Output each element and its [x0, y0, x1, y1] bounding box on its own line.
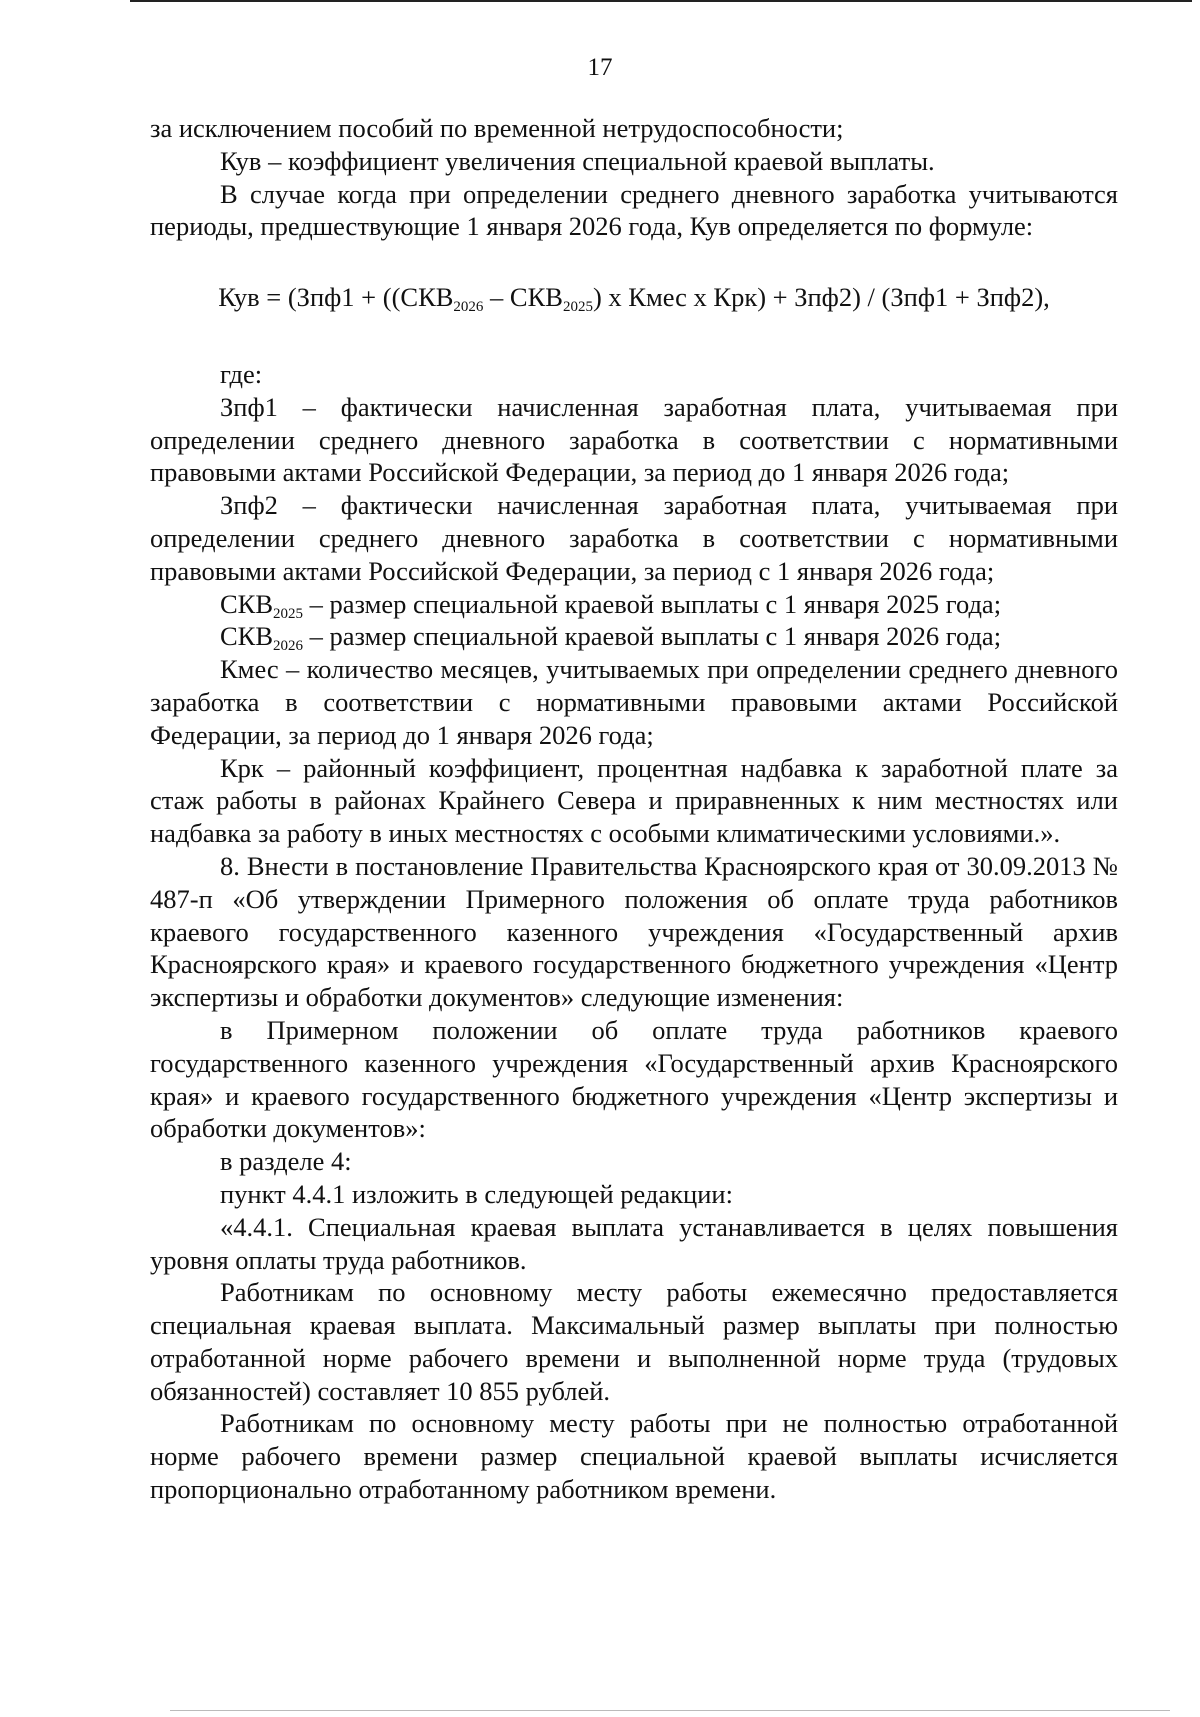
formula-subscript: 2026	[453, 299, 484, 316]
formula-part: ) х Кмес х Крк) + Зпф2) / (Зпф1 + Зпф2),	[592, 282, 1050, 313]
paragraph: Работникам по основному месту работы при не полностью отработанной норме рабочего времени размер специальной краевой выплаты исчисляется пропорционально отработанному работником времени.	[150, 1408, 1118, 1505]
formula-part: Кув = (Зпф1 + ((СКВ	[218, 282, 454, 313]
term: СКВ	[220, 588, 274, 619]
definition-zpf1: Зпф1 – фактически начисленная заработная плата, учитываемая при определении среднего дневного заработка в соответствии с нормативными правовыми актами Российской Федерации, за период до 1 января 2026 года;	[150, 391, 1118, 488]
definition-kmes: Кмес – количество месяцев, учитываемых при определении среднего дневного заработка в соответствии с нормативными правовыми актами Российской Федерации, за период до 1 января 2026 года;	[150, 654, 1118, 750]
paragraph: где:	[220, 358, 263, 389]
definition-zpf2: Зпф2 – фактически начисленная заработная плата, учитываемая при определении среднего дневного заработка в соответствии с нормативными правовыми актами Российской Федерации, за период с 1 января 2026 года;	[150, 490, 1118, 586]
formula-subscript: 2025	[562, 299, 593, 316]
paragraph: Работникам по основному месту работы ежемесячно предоставляется специальная краевая выплата. Максимальный размер выплаты при полностью отработанной норме рабочего времени и выполненной норме труда (трудовых обязанностей) составляет 10 855 рублей.	[150, 1277, 1118, 1406]
definition-text: – размер специальной краевой выплаты с 1 января 2025 года;	[303, 588, 1002, 619]
page-number: 17	[587, 54, 613, 81]
term-subscript: 2026	[273, 638, 304, 655]
top-rule	[130, 0, 1192, 2]
definition-krk: Крк – районный коэффициент, процентная надбавка к заработной плате за стаж работы в районах Крайнего Севера и приравненных к ним местностях или надбавка за работу в иных местностях с особыми климатическими условиями.».	[150, 752, 1118, 849]
paragraph: пункт 4.4.1 изложить в следующей редакции:	[220, 1178, 733, 1209]
formula-part: – СКВ	[483, 282, 563, 313]
paragraph: в Примерном положении об оплате труда работников краевого государственного казенного учреждения «Государственный архив Красноярского края» и краевого государственного бюджетного учреждения «Центр экспертизы и обработки документов»:	[150, 1014, 1118, 1144]
paragraph: в разделе 4:	[220, 1146, 352, 1177]
definition-text: – размер специальной краевой выплаты с 1 января 2026 года;	[303, 621, 1002, 652]
paragraph: «4.4.1. Специальная краевая выплата устанавливается в целях повышения уровня оплаты труда работников.	[150, 1211, 1118, 1275]
paragraph: Кув – коэффициент увеличения специальной краевой выплаты.	[220, 145, 935, 176]
paragraph: 8. Внести в постановление Правительства Красноярского края от 30.09.2013 № 487-п «Об утверждении Примерного положения об оплате труда работников краевого государственного казенного учреждения «Государственный архив Красноярского края» и краевого государственного бюджетного учреждения «Центр экспертизы и обработки документов» следующие изменения:	[150, 850, 1118, 1013]
document-body	[150, 112, 1118, 1506]
definition-skv2026	[150, 620, 1118, 653]
definition-skv2025	[150, 588, 1118, 621]
term-subscript: 2025	[273, 605, 304, 622]
paragraph: В случае когда при определении среднего дневного заработка учитываются периоды, предшествующие 1 января 2026 года, Кув определяется по формуле:	[150, 178, 1118, 242]
formula	[150, 281, 1118, 314]
bottom-rule	[170, 1710, 1170, 1711]
paragraph: за исключением пособий по временной нетрудоспособности;	[150, 113, 844, 143]
term: СКВ	[220, 621, 274, 652]
